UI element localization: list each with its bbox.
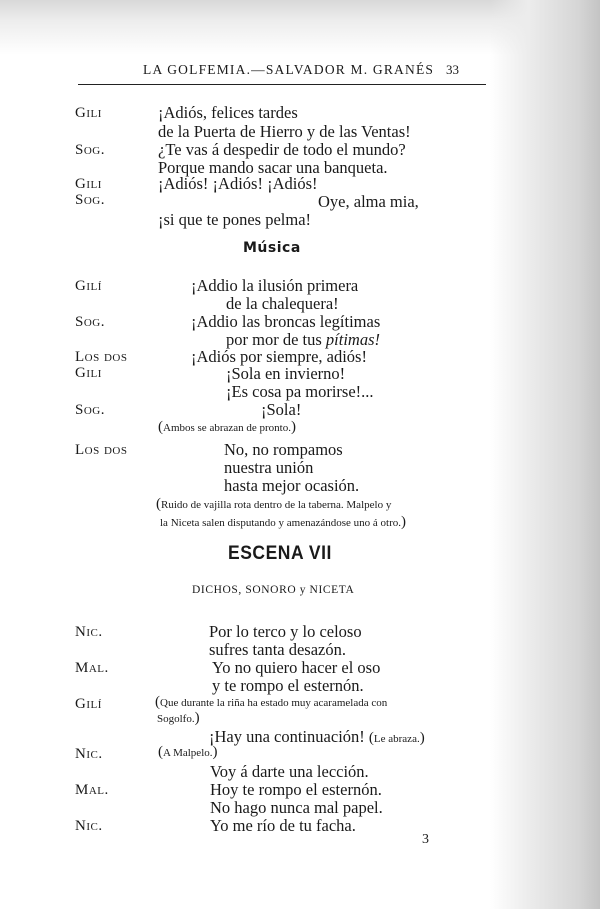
stage-direction: (A Malpelo.): [158, 744, 218, 760]
speaker-label: Gilí: [75, 696, 102, 712]
verse-line: Porque mando sacar una banqueta.: [158, 158, 388, 177]
verse-line: ¡si que te pones pelma!: [158, 210, 312, 229]
verse-line: hasta mejor ocasión.: [224, 476, 360, 495]
verse-line: Por lo terco y lo celoso: [209, 622, 362, 641]
verse-line: y te rompo el esternón.: [212, 676, 364, 695]
speaker-label: Gili: [75, 176, 102, 192]
verse-line: Hoy te rompo el esternón.: [210, 780, 382, 799]
stage-direction: (Ruido de vajilla rota dentro de la taberna. Malpelo y: [156, 496, 392, 512]
stage-direction: (Que durante la riña ha estado muy acaramelada con: [155, 694, 388, 710]
page-number: 33: [446, 62, 459, 77]
speaker-label: Los dos: [75, 349, 128, 365]
speaker-label: Gili: [75, 105, 102, 121]
verse-line: ¡Sola en invierno!: [226, 364, 346, 383]
speaker-label: Sog.: [75, 192, 105, 208]
stage-direction: Sogolfo.): [157, 710, 200, 726]
verse-line: ¡Addio la ilusión primera: [191, 276, 359, 295]
speaker-label: Sog.: [75, 142, 105, 158]
speaker-label: Los dos: [75, 442, 128, 458]
verse-line: Oye, alma mia,: [318, 192, 419, 211]
music-heading: Música: [243, 240, 301, 256]
verse-line: ¡Es cosa pa morirse!...: [226, 382, 374, 401]
header-rule: [78, 84, 486, 85]
verse-line: sufres tanta desazón.: [209, 640, 346, 659]
stage-direction-text: Que durante la riña ha estado muy acaramelada con: [160, 697, 388, 709]
speaker-label: Gili: [75, 365, 102, 381]
verse-line: ¡Adiós, felices tardes: [158, 103, 298, 122]
stage-direction-text: Ruido de vajilla rota dentro de la taberna. Malpelo y: [161, 499, 392, 511]
speaker-label: Mal.: [75, 782, 109, 798]
verse-line: ¡Addio las broncas legítimas: [191, 312, 381, 331]
scene-cast: DICHOS, SONORO y NICETA: [192, 584, 355, 596]
verse-line: ¡Adiós por siempre, adiós!: [191, 347, 367, 366]
stage-direction-text: A Malpelo.: [163, 747, 213, 759]
verse-line: No hago nunca mal papel.: [210, 798, 383, 817]
verse-line: ¿Te vas á despedir de todo el mundo?: [158, 140, 406, 159]
speaker-label: Mal.: [75, 660, 109, 676]
stage-direction: la Niceta salen disputando y amenazándose uno á otro.): [160, 514, 407, 530]
stage-direction-text: Le abraza.: [373, 733, 420, 745]
scene-heading: ESCENA VII: [228, 543, 332, 564]
verse-line: Yo no quiero hacer el oso: [212, 658, 381, 677]
verse-line: ¡Sola!: [261, 400, 302, 419]
verse-text: ¡Hay una continuación!: [209, 727, 365, 746]
stage-direction-text: la Niceta salen disputando y amenazándose uno á otro.: [160, 517, 402, 529]
verse-text: por mor de tus: [226, 330, 326, 349]
speaker-label: Nic.: [75, 746, 103, 762]
verse-line: [209, 727, 425, 747]
signature-mark: 3: [422, 832, 429, 847]
verse-line: ¡Adiós! ¡Adiós! ¡Adiós!: [158, 174, 318, 193]
speaker-label: Nic.: [75, 818, 103, 834]
stage-direction-text: Sogolfo.: [157, 713, 195, 725]
stage-direction-inline: (Le abraza.): [368, 730, 425, 746]
speaker-label: Sog.: [75, 402, 105, 418]
stage-direction-text: Ambos se abrazan de pronto.: [163, 422, 291, 434]
verse-line: de la chalequera!: [226, 294, 339, 313]
speaker-label: Sog.: [75, 314, 105, 330]
stage-direction: (Ambos se abrazan de pronto.): [158, 419, 296, 435]
speaker-label: Nic.: [75, 624, 103, 640]
verse-line: de la Puerta de Hierro y de las Ventas!: [158, 122, 411, 141]
running-title: LA GOLFEMIA.—SALVADOR M. GRANÉS: [143, 62, 435, 77]
speaker-label: Gilí: [75, 278, 102, 294]
verse-line: No, no rompamos: [224, 440, 343, 459]
verse-italic: pítimas!: [325, 330, 380, 349]
verse-line: Voy á darte una lección.: [210, 762, 369, 781]
verse-line: nuestra unión: [224, 458, 314, 477]
verse-line: Yo me río de tu facha.: [210, 816, 356, 835]
